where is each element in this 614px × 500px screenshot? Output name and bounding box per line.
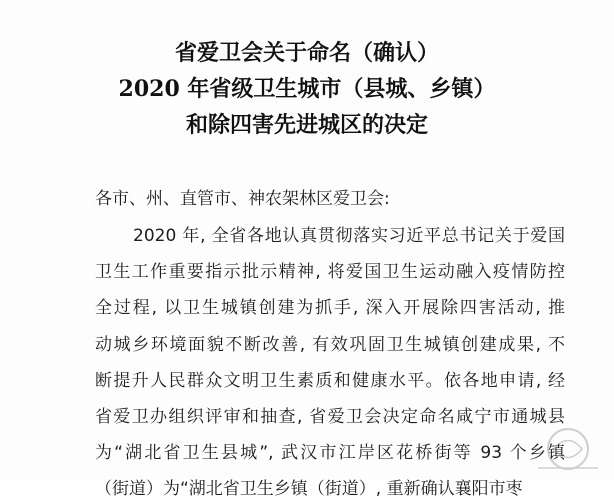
body-line: （街道）为“湖北省卫生乡镇（街道）, 重新确认襄阳市枣	[95, 479, 523, 499]
document-title-line-1: 省爱卫会关于命名（确认）	[174, 40, 439, 66]
salutation: 各市、州、直管市、神农架林区爱卫会:	[95, 189, 390, 209]
body-line: 全过程, 以卫生城镇创建为抓手, 深入开展除四害活动, 推	[95, 298, 565, 318]
body-line: 为“湖北省卫生县城”, 武汉市江岸区花桥街等 93 个乡镇	[95, 443, 565, 463]
body-line: 动城乡环境面貌不断改善, 有效巩固卫生城镇创建成果, 不	[95, 335, 565, 355]
body-line: 2020 年, 全省各地认真贯彻落实习近平总书记关于爱国	[133, 226, 565, 246]
document-title-line-2: 2020 年省级卫生城市（县城、乡镇）	[118, 76, 496, 102]
body-line: 断提升人民群众文明卫生素质和健康水平。依各地申请, 经	[95, 371, 565, 391]
document-title-line-3: 和除四害先进城区的决定	[185, 112, 428, 138]
body-line: 省爱卫办组织评审和抽查, 省爱卫会决定命名咸宁市通城县	[95, 407, 565, 427]
watermark-icon	[528, 424, 608, 474]
body-line: 卫生工作重要指示批示精神, 将爱国卫生运动融入疫情防控	[95, 262, 565, 282]
